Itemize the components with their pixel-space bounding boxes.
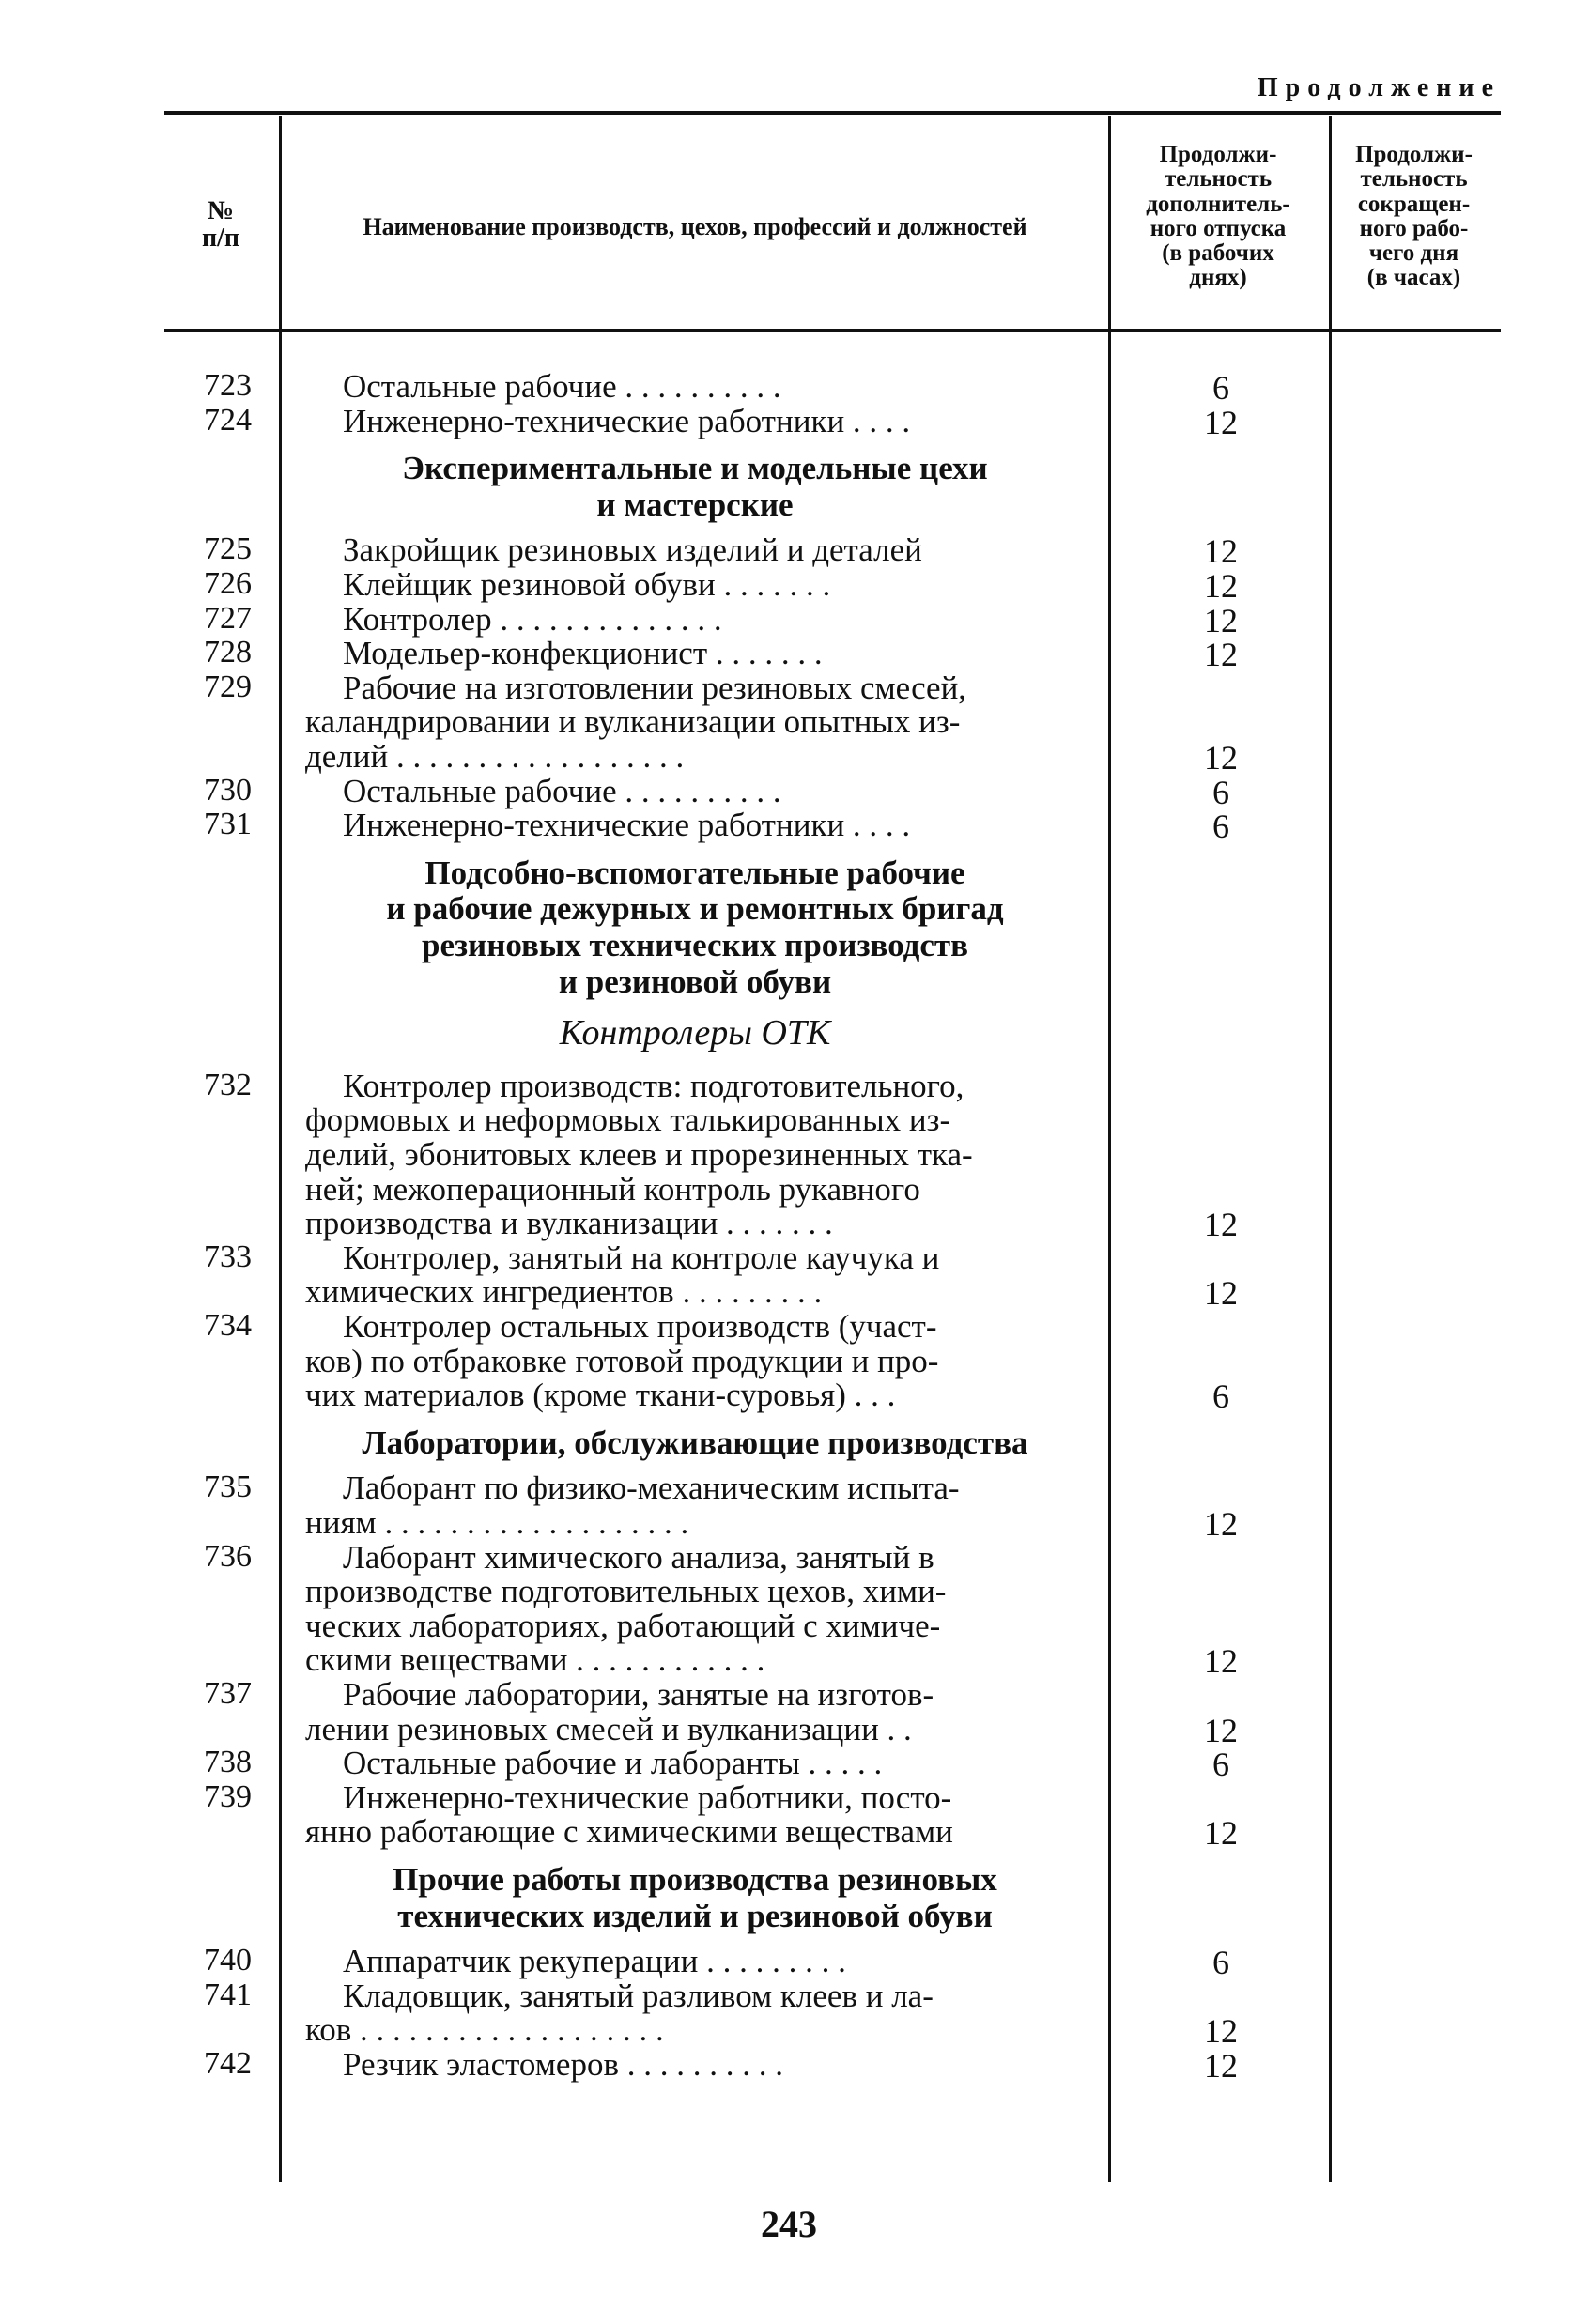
row-text-line: чих материалов (кроме ткани-суровья) . . . (305, 1377, 896, 1414)
row-leave-value: 12 (1204, 1814, 1238, 1853)
col-divider-3 (1329, 116, 1332, 2182)
row-text-line: Контролер, занятый на контроле каучука и (343, 1239, 940, 1276)
row-number: 728 (204, 635, 252, 670)
section-heading: Лаборатории, обслуживающие производства (362, 1424, 1028, 1461)
row-number: 738 (204, 1745, 252, 1780)
section-heading: Экспериментальные и модельные цехи (402, 450, 988, 487)
row-number: 729 (204, 669, 252, 704)
row-text-line: скими веществами . . . . . . . . . . . . (305, 1641, 765, 1679)
section-heading: Подсобно-вспомогательные рабочие (424, 854, 965, 891)
row-leave-value: 12 (1204, 2047, 1238, 2085)
row-number: 736 (204, 1538, 252, 1574)
row-text-line: Клейщик резиновой обуви . . . . . . . (343, 566, 831, 603)
row-leave-value: 12 (1204, 532, 1238, 571)
row-text-line: Закройщик резиновых изделий и деталей (343, 531, 922, 569)
row-leave-value: 12 (1204, 1711, 1238, 1749)
header-name: Наименование производств, цехов, профессий и должностей (363, 213, 1027, 240)
section-heading: технических изделий и резиновой обуви (397, 1897, 993, 1934)
row-leave-value: 12 (1204, 403, 1238, 441)
row-text-line: Остальные рабочие и лаборанты . . . . . (343, 1745, 883, 1782)
row-text-line: Модельер-конфекционист . . . . . . . (343, 635, 823, 672)
row-leave-value: 12 (1204, 636, 1238, 674)
table-top-rule (164, 111, 1501, 115)
row-leave-value: 12 (1204, 1642, 1238, 1681)
row-number: 724 (204, 402, 252, 438)
row-number: 731 (204, 807, 252, 842)
row-leave-value: 12 (1204, 1505, 1238, 1543)
row-number: 742 (204, 2046, 252, 2081)
row-text-line: Контролер остальных производств (участ- (343, 1308, 937, 1345)
row-text-line: Инженерно-технические работники . . . . (343, 807, 911, 844)
row-text-line: Лаборант по физико-механическим испыта- (343, 1470, 960, 1507)
continuation-label: Продолжение (1257, 73, 1501, 102)
row-text-line: Остальные рабочие . . . . . . . . . . (343, 368, 781, 405)
section-heading: Прочие работы производства резиновых (393, 1861, 997, 1898)
row-text-line: ков) по отбраковке готовой продукции и про- (305, 1342, 939, 1379)
section-heading: и рабочие дежурных и ремонтных бригад (386, 890, 1004, 928)
row-number: 726 (204, 566, 252, 601)
section-heading: резиновых технических производств (421, 927, 969, 963)
row-number: 734 (204, 1308, 252, 1343)
row-text-line: Аппаратчик рекуперации . . . . . . . . . (343, 1943, 846, 1980)
row-text-line: Рабочие на изготовлении резиновых смесей, (343, 669, 967, 706)
header-short-day: Продолжи- тельность сокращен- ного рабо- чего дня (в часах) (1355, 142, 1473, 291)
row-text-line: делий . . . . . . . . . . . . . . . . . . (305, 738, 685, 775)
row-leave-value: 6 (1212, 1377, 1229, 1416)
row-leave-value: 6 (1212, 1746, 1229, 1784)
row-text-line: химических ингредиентов . . . . . . . . . (305, 1273, 823, 1311)
row-leave-value: 12 (1204, 567, 1238, 605)
row-text-line: производства и вулканизации . . . . . . . (305, 1205, 833, 1242)
section-subheading: Контролеры ОТК (559, 1013, 831, 1054)
row-text-line: формовых и неформовых талькированных из- (305, 1101, 951, 1139)
row-text-line: каландрировании и вулканизации опытных из- (305, 703, 961, 741)
row-text-line: Резчик эластомеров . . . . . . . . . . (343, 2046, 783, 2083)
header-number: № п/п (201, 196, 240, 254)
row-text-line: Остальные рабочие . . . . . . . . . . (343, 772, 781, 809)
row-text-line: янно работающие с химическими веществами (305, 1813, 953, 1851)
row-text-line: Рабочие лаборатории, занятые на изготов- (343, 1676, 934, 1713)
row-text-line: ков . . . . . . . . . . . . . . . . . . . (305, 2011, 664, 2049)
row-leave-value: 6 (1212, 773, 1229, 811)
row-number: 737 (204, 1676, 252, 1711)
row-text-line: Инженерно-технические работники, посто- (343, 1778, 952, 1816)
row-text-line: делий, эбонитовых клеев и прорезиненных тка- (305, 1136, 973, 1173)
row-leave-value: 6 (1212, 1944, 1229, 1982)
row-leave-value: 12 (1204, 601, 1238, 639)
row-number: 739 (204, 1778, 252, 1814)
col-divider-2 (1108, 116, 1111, 2182)
row-number: 727 (204, 600, 252, 636)
row-number: 732 (204, 1067, 252, 1102)
header-bottom-rule (164, 329, 1501, 332)
row-leave-value: 6 (1212, 808, 1229, 846)
row-number: 733 (204, 1239, 252, 1274)
row-number: 740 (204, 1943, 252, 1978)
row-leave-value: 12 (1204, 739, 1238, 777)
row-text-line: Контролер производств: подготовительного, (343, 1067, 964, 1104)
row-text-line: Контролер . . . . . . . . . . . . . . (343, 600, 722, 638)
page-number: 243 (761, 2203, 817, 2245)
row-text-line: ческих лабораториях, работающий с химиче- (305, 1607, 941, 1644)
row-number: 741 (204, 1977, 252, 2012)
row-text-line: Кладовщик, занятый разливом клеев и ла- (343, 1977, 934, 2014)
row-number: 725 (204, 531, 252, 567)
row-leave-value: 6 (1212, 369, 1229, 407)
row-number: 723 (204, 368, 252, 403)
row-leave-value: 12 (1204, 2012, 1238, 2051)
row-text-line: производстве подготовительных цехов, хими- (305, 1573, 947, 1610)
section-heading: и резиновой обуви (558, 962, 832, 1000)
row-text-line: Лаборант химического анализа, занятый в (343, 1538, 934, 1576)
row-text-line: ниям . . . . . . . . . . . . . . . . . . . (305, 1504, 689, 1541)
row-leave-value: 12 (1204, 1206, 1238, 1244)
row-number: 730 (204, 772, 252, 808)
row-text-line: лении резиновых смесей и вулканизации . . (305, 1710, 912, 1747)
section-heading: и мастерские (596, 485, 794, 523)
header-leave-duration: Продолжи- тельность дополнитель- ного отпуска (в рабочих днях) (1146, 142, 1290, 291)
row-leave-value: 12 (1204, 1274, 1238, 1313)
row-text-line: ней; межоперационный контроль рукавного (305, 1170, 920, 1208)
row-number: 735 (204, 1470, 252, 1505)
row-text-line: Инженерно-технические работники . . . . (343, 402, 911, 439)
